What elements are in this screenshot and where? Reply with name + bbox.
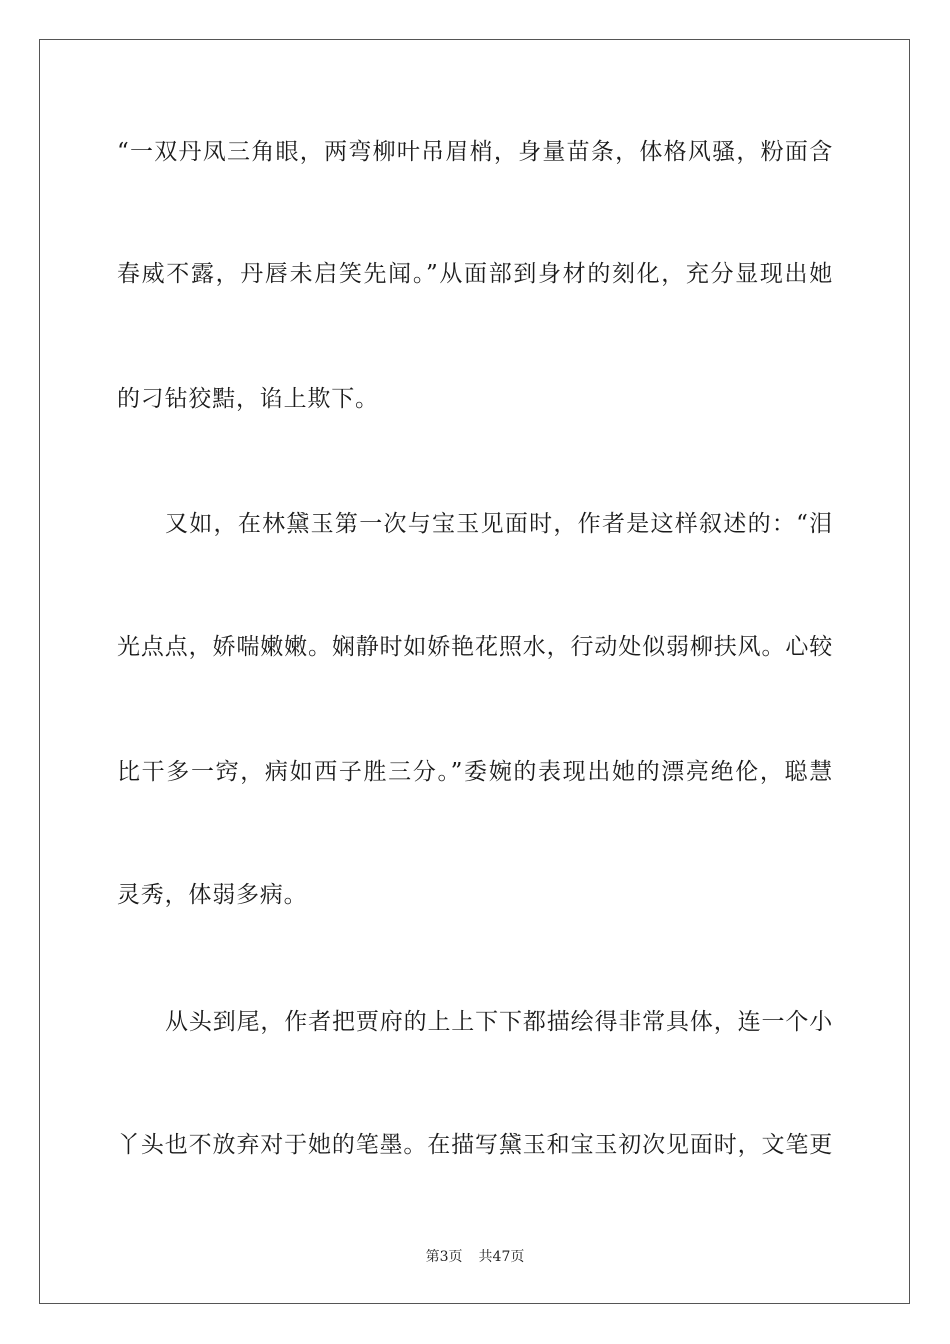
paragraph-line: 春威不露，丹唇未启笑先闻。”从面部到身材的刻化，充分显现出她 — [117, 261, 833, 287]
paragraph-line: 又如，在林黛玉第一次与宝玉见面时，作者是这样叙述的：“泪 — [165, 511, 833, 537]
page-number: 第3页 — [425, 1249, 463, 1265]
paragraph-line: 丫头也不放弃对于她的笔墨。在描写黛玉和宝玉初次见面时，文笔更 — [117, 1132, 833, 1158]
paragraph-line: 灵秀，体弱多病。 — [117, 882, 308, 908]
page-total: 共47页 — [478, 1249, 525, 1265]
paragraph-line: 比干多一窍，病如西子胜三分。”委婉的表现出她的漂亮绝伦，聪慧 — [117, 759, 833, 785]
page-border — [39, 39, 910, 1304]
page-footer — [0, 1247, 950, 1267]
paragraph-line: 从头到尾，作者把贾府的上上下下都描绘得非常具体，连一个小 — [165, 1009, 833, 1035]
paragraph-line: 光点点，娇喘嫩嫩。娴静时如娇艳花照水，行动处似弱柳扶风。心较 — [117, 634, 833, 660]
paragraph-line: “一双丹凤三角眼，两弯柳叶吊眉梢，身量苗条，体格风骚，粉面含 — [117, 139, 833, 165]
paragraph-line: 的刁钻狡黠，谄上欺下。 — [117, 386, 379, 412]
